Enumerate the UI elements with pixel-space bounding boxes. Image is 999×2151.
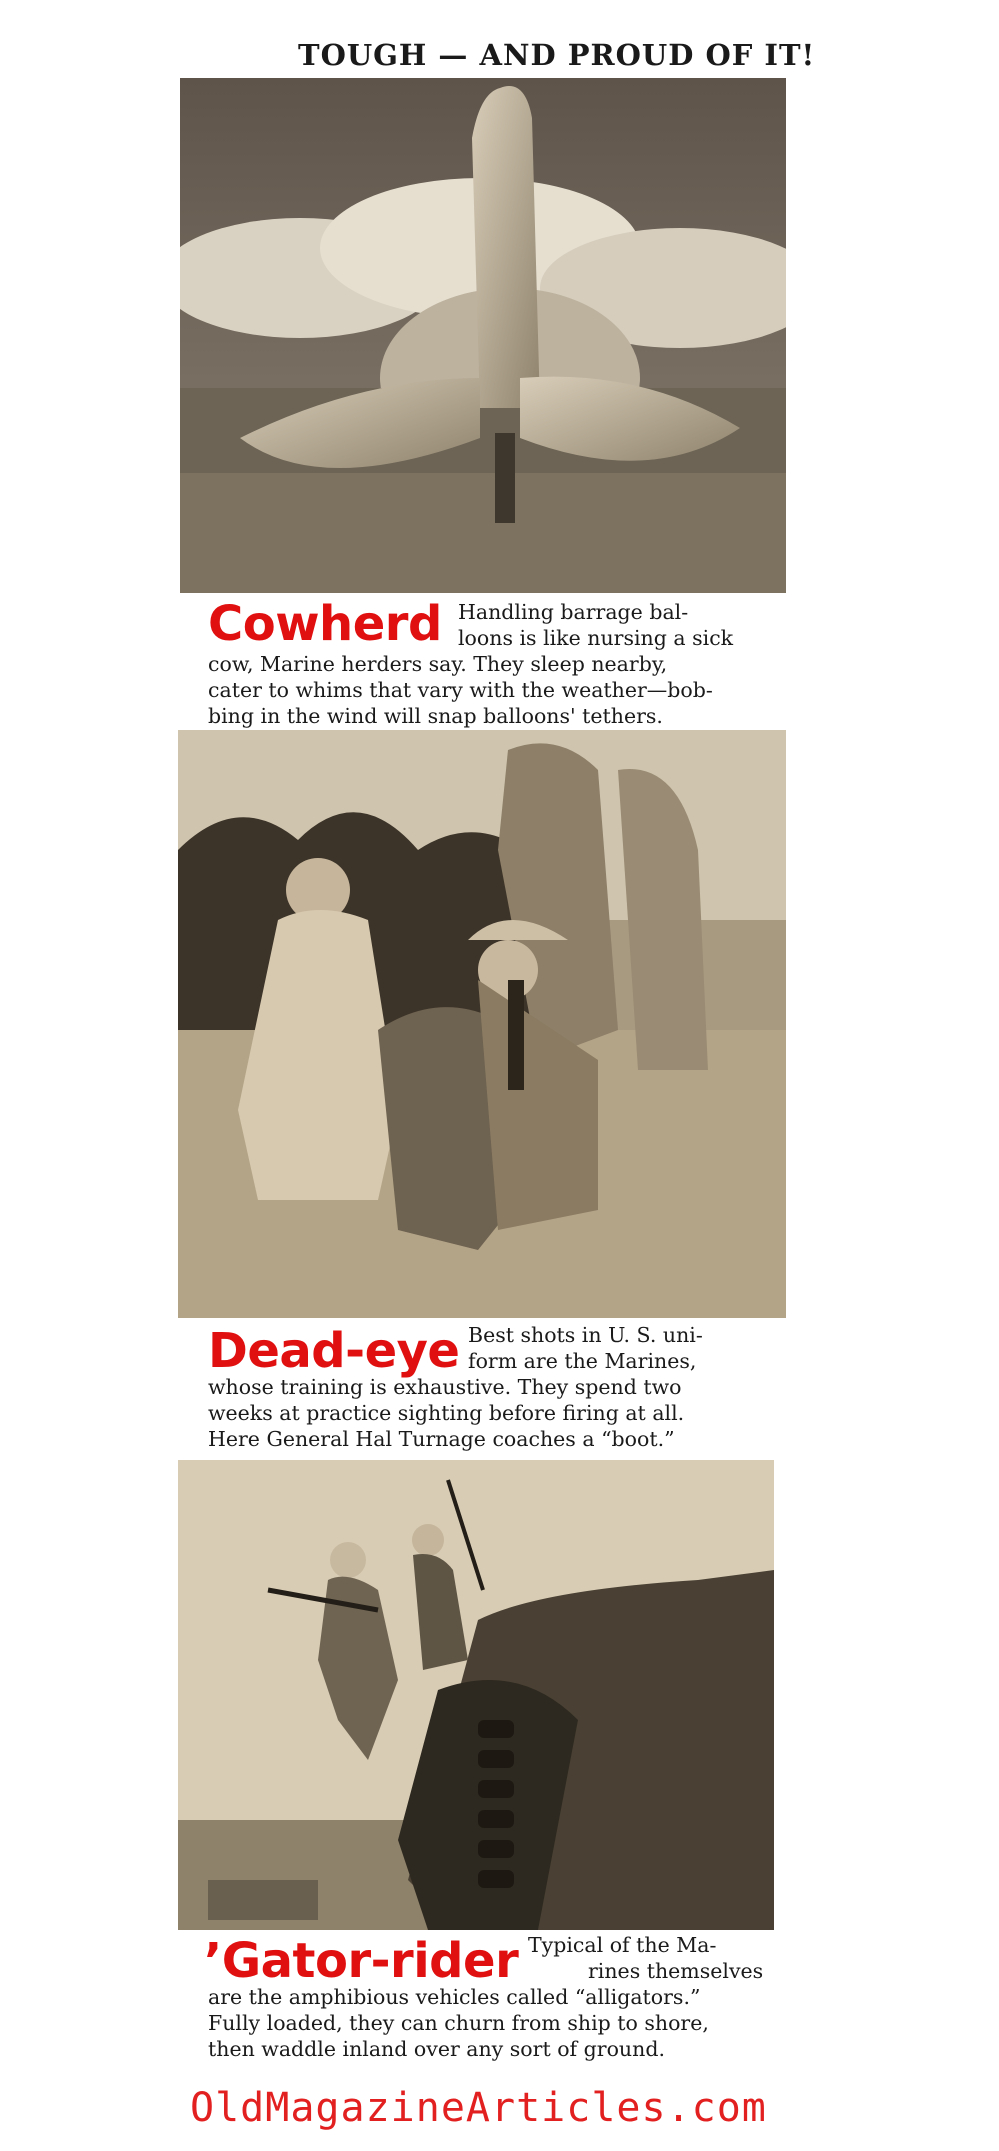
gator-rider-heading: ’Gator-rider bbox=[204, 1933, 519, 1989]
cowherd-heading: Cowherd bbox=[208, 596, 442, 652]
dead-eye-caption bbox=[208, 1325, 786, 1453]
caption-line: cow, Marine herders say. They sleep nearby, bbox=[208, 652, 668, 676]
caption-line: Best shots in U. S. uni- bbox=[468, 1323, 703, 1347]
caption-line: cater to whims that vary with the weather—bob- bbox=[208, 678, 713, 702]
caption-line: then waddle inland over any sort of ground. bbox=[208, 2037, 665, 2061]
caption-line: Typical of the Ma- bbox=[528, 1933, 717, 1957]
cowherd-caption bbox=[208, 596, 786, 728]
site-watermark: OldMagazineArticles.com bbox=[190, 2085, 767, 2131]
caption-line: are the amphibious vehicles called “alligators.” bbox=[208, 1985, 701, 2009]
amphibious-vehicle-photo bbox=[178, 1460, 774, 1930]
caption-line: form are the Marines, bbox=[468, 1349, 697, 1373]
page-title: TOUGH — AND PROUD OF IT! bbox=[298, 38, 816, 72]
caption-line: rines themselves bbox=[588, 1959, 764, 1983]
dead-eye-heading: Dead-eye bbox=[208, 1323, 460, 1379]
caption-line: bing in the wind will snap balloons' tethers. bbox=[208, 704, 663, 728]
marksman-photo bbox=[178, 730, 786, 1318]
caption-line: weeks at practice sighting before firing at all. bbox=[208, 1401, 685, 1425]
caption-line: whose training is exhaustive. They spend two bbox=[208, 1375, 682, 1399]
caption-line: Fully loaded, they can churn from ship to shore, bbox=[208, 2011, 709, 2035]
caption-line: Handling barrage bal- bbox=[458, 600, 689, 624]
caption-line: Here General Hal Turnage coaches a “boot.” bbox=[208, 1427, 675, 1451]
caption-line: loons is like nursing a sick bbox=[458, 626, 734, 650]
barrage-balloon-photo bbox=[180, 78, 786, 593]
gator-rider-caption bbox=[204, 1933, 786, 2065]
